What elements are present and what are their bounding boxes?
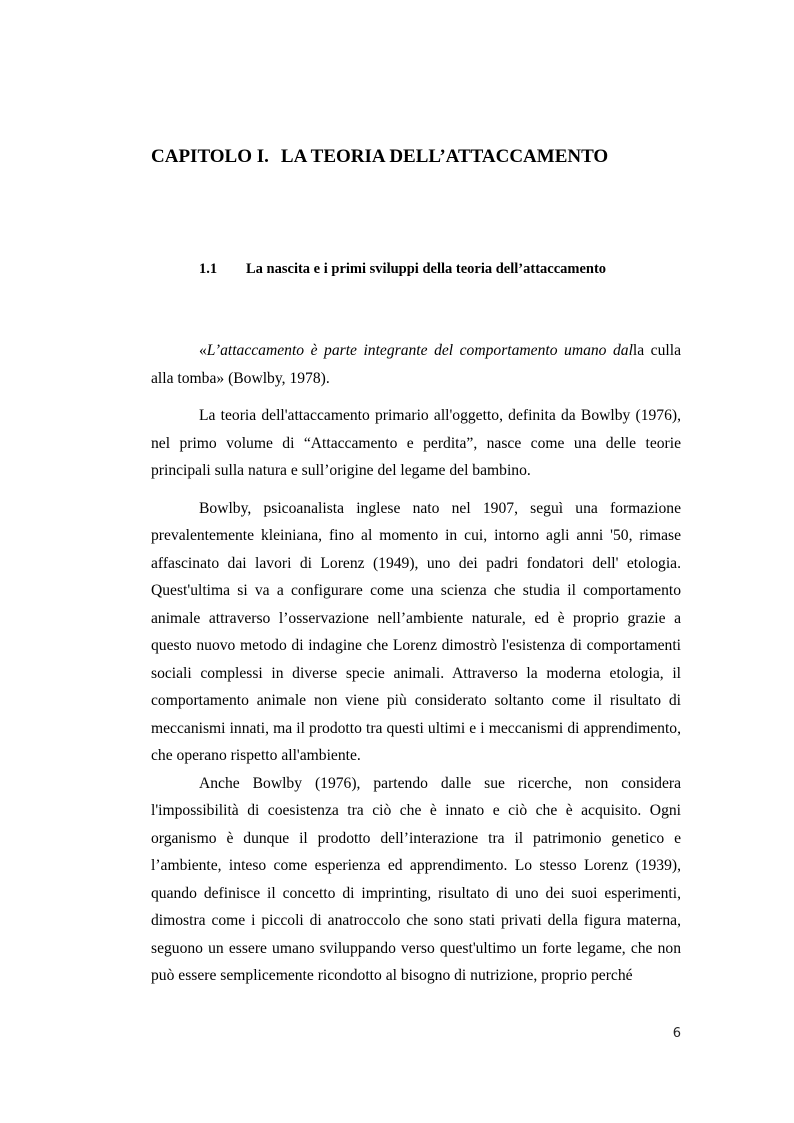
chapter-name: LA TEORIA DELL’ATTACCAMENTO <box>280 146 609 167</box>
paragraph-3: Anche Bowlby (1976), partendo dalle sue ricerche, non considera l'impossibilità di coesistenza tra ciò che è innato e ciò che è acquisito. Ogni organismo è dunque il prodotto dell’interazione tra il patrimonio genetico e l’ambiente, inteso come esperienza ed apprendimento. Lo stesso Lorenz (1939), quando definisce il concetto di imprinting, risultato di uno dei suoi esperimenti, dimostra come i piccoli di anatroccolo che sono stati privati della figura materna, seguono un essere umano sviluppando verso quest'ultimo un forte legame, che non può essere semplicemente ricondotto al bisogno di nutrizione, proprio perché <box>151 774 681 984</box>
section-number: 1.1 <box>199 261 218 277</box>
chapter-label: CAPITOLO I. <box>151 146 269 167</box>
quote-rest: la culla alla tomba» (Bowlby, 1978). <box>151 342 681 387</box>
quote-italic: L’attaccamento è parte integrante del comportamento umano dal <box>206 342 633 359</box>
page-number: 6 <box>672 1026 681 1041</box>
opening-quote <box>151 337 681 392</box>
body-text <box>151 337 681 990</box>
quote-open-mark: « <box>199 342 207 359</box>
section-heading <box>199 259 606 279</box>
paragraph-1: La teoria dell'attaccamento primario all'oggetto, definita da Bowlby (1976), nel primo volume di “Attaccamento e perdita”, nasce come una delle teorie principali sulla natura e sull’origine del legame del bambino. <box>151 407 681 479</box>
chapter-title <box>151 144 608 170</box>
paragraph-2: Bowlby, psicoanalista inglese nato nel 1907, seguì una formazione prevalentemente kleiniana, fino al momento in cui, intorno agli anni '50, rimase affascinato dai lavori di Lorenz (1949), uno dei padri fondatori dell' etologia. Quest'ultima si va a configurare come una scienza che studia il comportamento animale attraverso l’osservazione nell’ambiente naturale, ed è proprio grazie a questo nuovo metodo di indagine che Lorenz dimostrò l'esistenza di comportamenti sociali complessi in diverse specie animali. Attraverso la moderna etologia, il comportamento animale non viene più considerato soltanto come il risultato di meccanismi innati, ma il prodotto tra questi ultimi e i meccanismi di apprendimento, che operano rispetto all'ambiente. <box>151 499 681 764</box>
section-title: La nascita e i primi sviluppi della teoria dell’attaccamento <box>246 261 607 277</box>
